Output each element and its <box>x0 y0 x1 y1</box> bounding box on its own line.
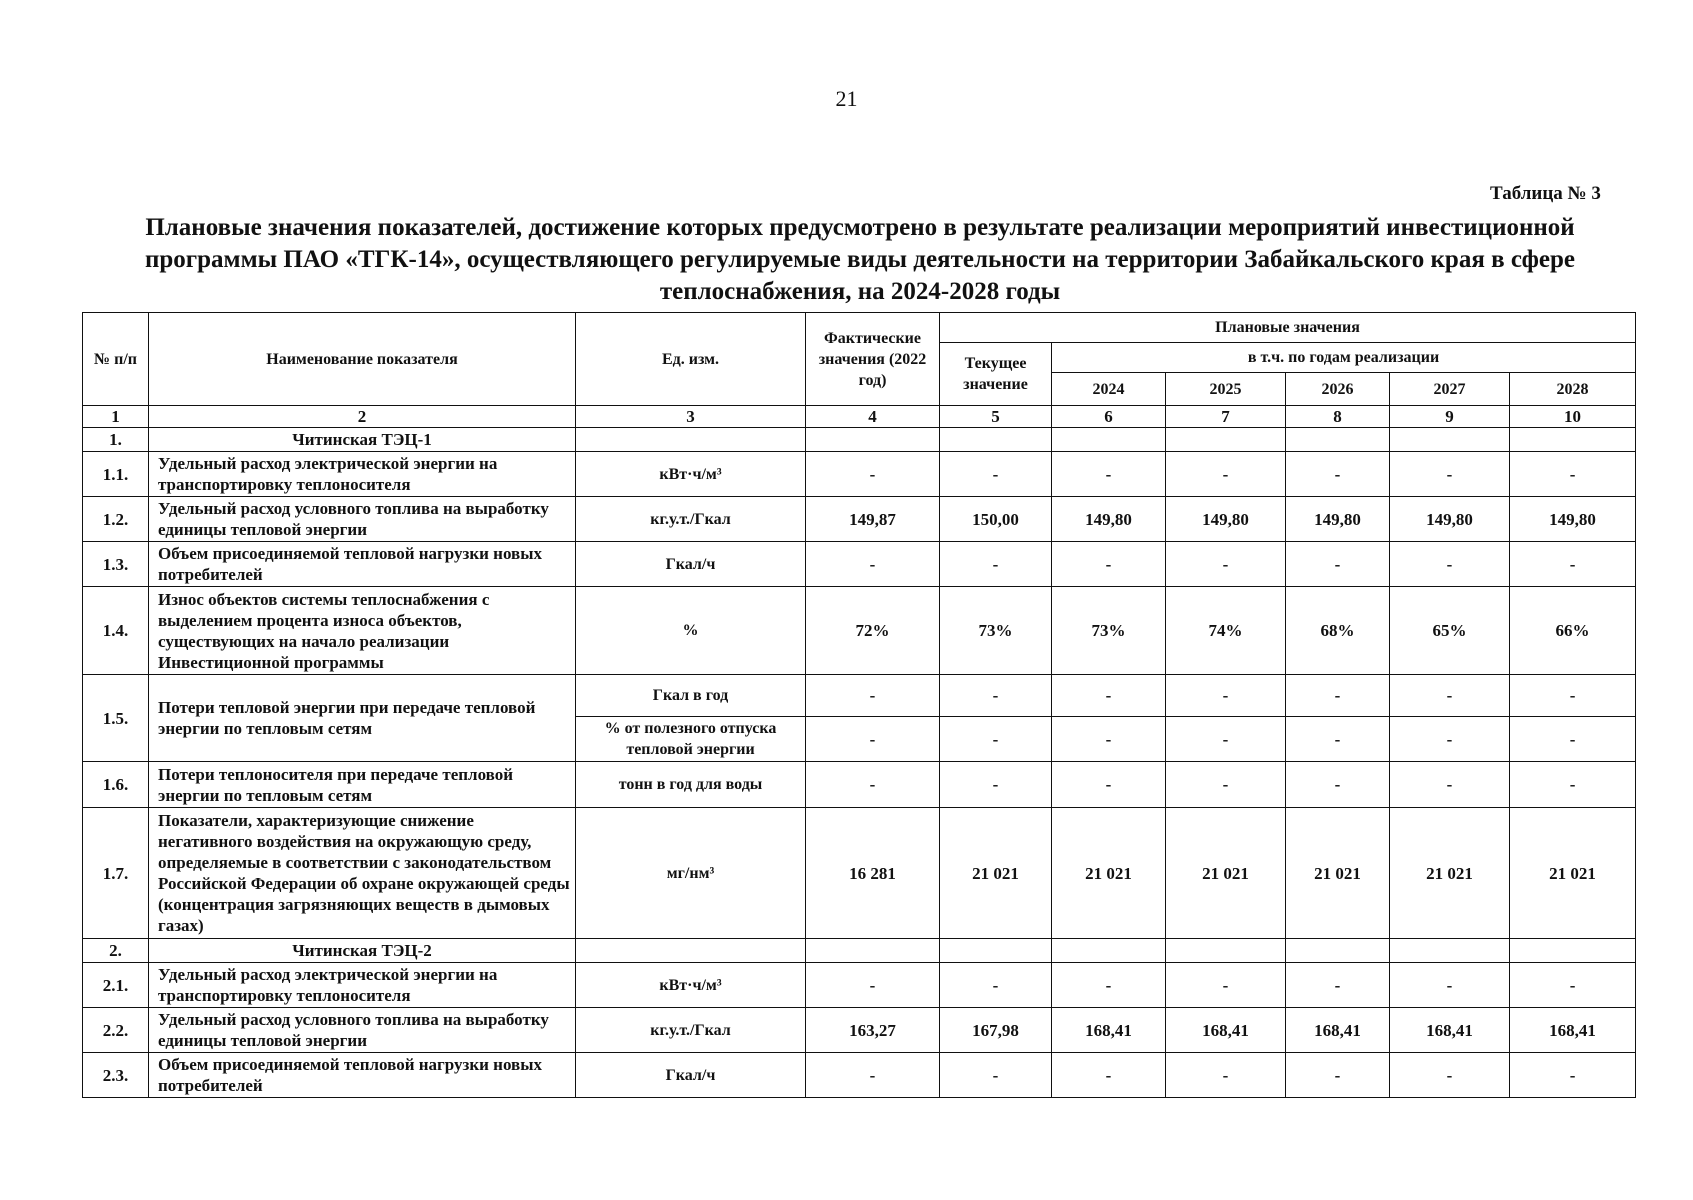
unit-cell: кг.у.т./Гкал <box>576 497 806 542</box>
header-current: Текущее значение <box>940 343 1052 406</box>
column-number-3: 3 <box>576 406 806 428</box>
unit-cell: мг/нм³ <box>576 808 806 939</box>
value-cell-10: - <box>1510 717 1636 762</box>
value-cell-8: 168,41 <box>1286 1008 1390 1053</box>
value-cell-4: - <box>806 1053 940 1098</box>
value-cell-5: - <box>940 542 1052 587</box>
value-cell-6: - <box>1052 675 1166 717</box>
value-cell-6: - <box>1052 452 1166 497</box>
value-cell-5: 167,98 <box>940 1008 1052 1053</box>
empty-cell <box>940 428 1052 452</box>
value-cell-6: 149,80 <box>1052 497 1166 542</box>
value-cell-4: 149,87 <box>806 497 940 542</box>
section-title: Читинская ТЭЦ-2 <box>149 939 576 963</box>
value-cell-5: 150,00 <box>940 497 1052 542</box>
table-row-1-3 <box>83 542 1636 587</box>
value-cell-10: - <box>1510 675 1636 717</box>
value-cell-5: 73% <box>940 587 1052 675</box>
empty-cell <box>806 939 940 963</box>
value-cell-8: - <box>1286 963 1390 1008</box>
value-cell-9: 149,80 <box>1390 497 1510 542</box>
unit-cell: Гкал в год <box>576 675 806 717</box>
unit-cell: кВт·ч/м³ <box>576 452 806 497</box>
value-cell-5: - <box>940 452 1052 497</box>
value-cell-7: - <box>1166 675 1286 717</box>
section-title: Читинская ТЭЦ-1 <box>149 428 576 452</box>
value-cell-4: - <box>806 542 940 587</box>
value-cell-6: - <box>1052 762 1166 808</box>
indicator-name: Потери тепловой энергии при передаче тепловой энергии по тепловым сетям <box>149 675 576 762</box>
value-cell-7: - <box>1166 1053 1286 1098</box>
header-planned: Плановые значения <box>940 313 1636 343</box>
value-cell-9: - <box>1390 963 1510 1008</box>
column-number-7: 7 <box>1166 406 1286 428</box>
value-cell-7: - <box>1166 452 1286 497</box>
value-cell-10: 149,80 <box>1510 497 1636 542</box>
value-cell-10: - <box>1510 542 1636 587</box>
row-number: 1. <box>83 428 149 452</box>
empty-cell <box>806 428 940 452</box>
row-number: 1.6. <box>83 762 149 808</box>
empty-cell <box>1286 939 1390 963</box>
value-cell-7: - <box>1166 762 1286 808</box>
header-actual: Фактические значения (2022 год) <box>806 313 940 406</box>
row-number: 1.5. <box>83 675 149 762</box>
value-cell-10: 21 021 <box>1510 808 1636 939</box>
indicator-name: Удельный расход условного топлива на выработку единицы тепловой энергии <box>149 1008 576 1053</box>
column-number-1: 1 <box>83 406 149 428</box>
header-year-2026: 2026 <box>1286 373 1390 406</box>
header-year-2027: 2027 <box>1390 373 1510 406</box>
value-cell-7: 168,41 <box>1166 1008 1286 1053</box>
value-cell-7: - <box>1166 542 1286 587</box>
table-row-1-5-a <box>83 675 1636 717</box>
table-label: Таблица № 3 <box>1490 183 1601 204</box>
value-cell-6: - <box>1052 1053 1166 1098</box>
empty-cell <box>576 939 806 963</box>
empty-cell <box>576 428 806 452</box>
value-cell-7: 149,80 <box>1166 497 1286 542</box>
value-cell-8: - <box>1286 542 1390 587</box>
empty-cell <box>1052 428 1166 452</box>
value-cell-9: 65% <box>1390 587 1510 675</box>
value-cell-8: 68% <box>1286 587 1390 675</box>
value-cell-10: 168,41 <box>1510 1008 1636 1053</box>
value-cell-7: - <box>1166 963 1286 1008</box>
value-cell-8: - <box>1286 1053 1390 1098</box>
row-number: 2.2. <box>83 1008 149 1053</box>
section-row-1 <box>83 428 1636 452</box>
value-cell-9: - <box>1390 1053 1510 1098</box>
value-cell-9: 168,41 <box>1390 1008 1510 1053</box>
indicators-table <box>82 312 1636 1098</box>
value-cell-9: - <box>1390 762 1510 808</box>
empty-cell <box>1166 428 1286 452</box>
value-cell-4: - <box>806 452 940 497</box>
value-cell-5: - <box>940 762 1052 808</box>
value-cell-4: - <box>806 762 940 808</box>
value-cell-4: 72% <box>806 587 940 675</box>
unit-cell: Гкал/ч <box>576 542 806 587</box>
indicator-name: Удельный расход электрической энергии на транспортировку теплоносителя <box>149 452 576 497</box>
value-cell-8: - <box>1286 452 1390 497</box>
unit-cell: тонн в год для воды <box>576 762 806 808</box>
section-row-2 <box>83 939 1636 963</box>
column-number-6: 6 <box>1052 406 1166 428</box>
value-cell-10: 66% <box>1510 587 1636 675</box>
empty-cell <box>1510 428 1636 452</box>
table-row-1-6 <box>83 762 1636 808</box>
document-title: Плановые значения показателей, достижение которых предусмотрено в результате реализации мероприятий инвестиционной программы ПАО «ТГК-14», осуществляющего регулируемые виды деятельности на территории Забайкальского края в сфере теплоснабжения, на 2024-2028 годы <box>144 214 1576 305</box>
value-cell-6: 73% <box>1052 587 1166 675</box>
table-row-1-7 <box>83 808 1636 939</box>
indicator-name: Объем присоединяемой тепловой нагрузки новых потребителей <box>149 542 576 587</box>
header-year-2025: 2025 <box>1166 373 1286 406</box>
column-number-4: 4 <box>806 406 940 428</box>
empty-cell <box>1052 939 1166 963</box>
header-by-years: в т.ч. по годам реализации <box>1052 343 1636 373</box>
value-cell-8: 149,80 <box>1286 497 1390 542</box>
value-cell-6: 168,41 <box>1052 1008 1166 1053</box>
value-cell-6: 21 021 <box>1052 808 1166 939</box>
table-row-1-2 <box>83 497 1636 542</box>
value-cell-6: - <box>1052 963 1166 1008</box>
value-cell-10: - <box>1510 762 1636 808</box>
value-cell-7: 74% <box>1166 587 1286 675</box>
value-cell-10: - <box>1510 452 1636 497</box>
row-number: 1.7. <box>83 808 149 939</box>
value-cell-9: - <box>1390 717 1510 762</box>
value-cell-4: 163,27 <box>806 1008 940 1053</box>
indicator-name: Объем присоединяемой тепловой нагрузки новых потребителей <box>149 1053 576 1098</box>
value-cell-7: - <box>1166 717 1286 762</box>
column-number-10: 10 <box>1510 406 1636 428</box>
value-cell-6: - <box>1052 542 1166 587</box>
value-cell-8: - <box>1286 717 1390 762</box>
table-row-2-2 <box>83 1008 1636 1053</box>
value-cell-5: - <box>940 1053 1052 1098</box>
value-cell-8: - <box>1286 762 1390 808</box>
unit-cell: % от полезного отпуска тепловой энергии <box>576 717 806 762</box>
value-cell-9: - <box>1390 452 1510 497</box>
unit-cell: Гкал/ч <box>576 1053 806 1098</box>
row-number: 2.3. <box>83 1053 149 1098</box>
row-number: 1.4. <box>83 587 149 675</box>
value-cell-5: - <box>940 963 1052 1008</box>
value-cell-9: - <box>1390 675 1510 717</box>
value-cell-4: - <box>806 675 940 717</box>
table-row-1-1 <box>83 452 1636 497</box>
header-year-2028: 2028 <box>1510 373 1636 406</box>
value-cell-8: - <box>1286 675 1390 717</box>
indicator-name: Потери теплоносителя при передаче тепловой энергии по тепловым сетям <box>149 762 576 808</box>
value-cell-4: 16 281 <box>806 808 940 939</box>
indicator-name: Удельный расход электрической энергии на транспортировку теплоносителя <box>149 963 576 1008</box>
value-cell-4: - <box>806 717 940 762</box>
column-number-9: 9 <box>1390 406 1510 428</box>
table-row-1-4 <box>83 587 1636 675</box>
page-number: 21 <box>835 86 858 111</box>
empty-cell <box>1390 428 1510 452</box>
value-cell-10: - <box>1510 963 1636 1008</box>
empty-cell <box>1166 939 1286 963</box>
row-number: 2. <box>83 939 149 963</box>
empty-cell <box>1510 939 1636 963</box>
header-num: № п/п <box>83 313 149 406</box>
value-cell-9: 21 021 <box>1390 808 1510 939</box>
value-cell-5: - <box>940 717 1052 762</box>
empty-cell <box>940 939 1052 963</box>
unit-cell: кг.у.т./Гкал <box>576 1008 806 1053</box>
table-body <box>83 313 1636 1098</box>
value-cell-4: - <box>806 963 940 1008</box>
value-cell-5: 21 021 <box>940 808 1052 939</box>
header-year-2024: 2024 <box>1052 373 1166 406</box>
row-number: 1.1. <box>83 452 149 497</box>
column-number-5: 5 <box>940 406 1052 428</box>
empty-cell <box>1390 939 1510 963</box>
unit-cell: кВт·ч/м³ <box>576 963 806 1008</box>
value-cell-7: 21 021 <box>1166 808 1286 939</box>
value-cell-8: 21 021 <box>1286 808 1390 939</box>
indicator-name: Удельный расход условного топлива на выработку единицы тепловой энергии <box>149 497 576 542</box>
value-cell-10: - <box>1510 1053 1636 1098</box>
column-number-8: 8 <box>1286 406 1390 428</box>
value-cell-9: - <box>1390 542 1510 587</box>
row-number: 1.3. <box>83 542 149 587</box>
value-cell-6: - <box>1052 717 1166 762</box>
row-number: 2.1. <box>83 963 149 1008</box>
value-cell-5: - <box>940 675 1052 717</box>
indicator-name: Износ объектов системы теплоснабжения с выделением процента износа объектов, существующих на начало реализации Инвестиционной программы <box>149 587 576 675</box>
header-name: Наименование показателя <box>149 313 576 406</box>
column-number-2: 2 <box>149 406 576 428</box>
header-unit: Ед. изм. <box>576 313 806 406</box>
empty-cell <box>1286 428 1390 452</box>
indicator-name: Показатели, характеризующие снижение негативного воздействия на окружающую среду, определяемые в соответствии с законодательством Российской Федерации об охране окружающей среды (концентрация загрязняющих веществ в дымовых газах) <box>149 808 576 939</box>
row-number: 1.2. <box>83 497 149 542</box>
unit-cell: % <box>576 587 806 675</box>
table-row-2-1 <box>83 963 1636 1008</box>
table-row-2-3 <box>83 1053 1636 1098</box>
